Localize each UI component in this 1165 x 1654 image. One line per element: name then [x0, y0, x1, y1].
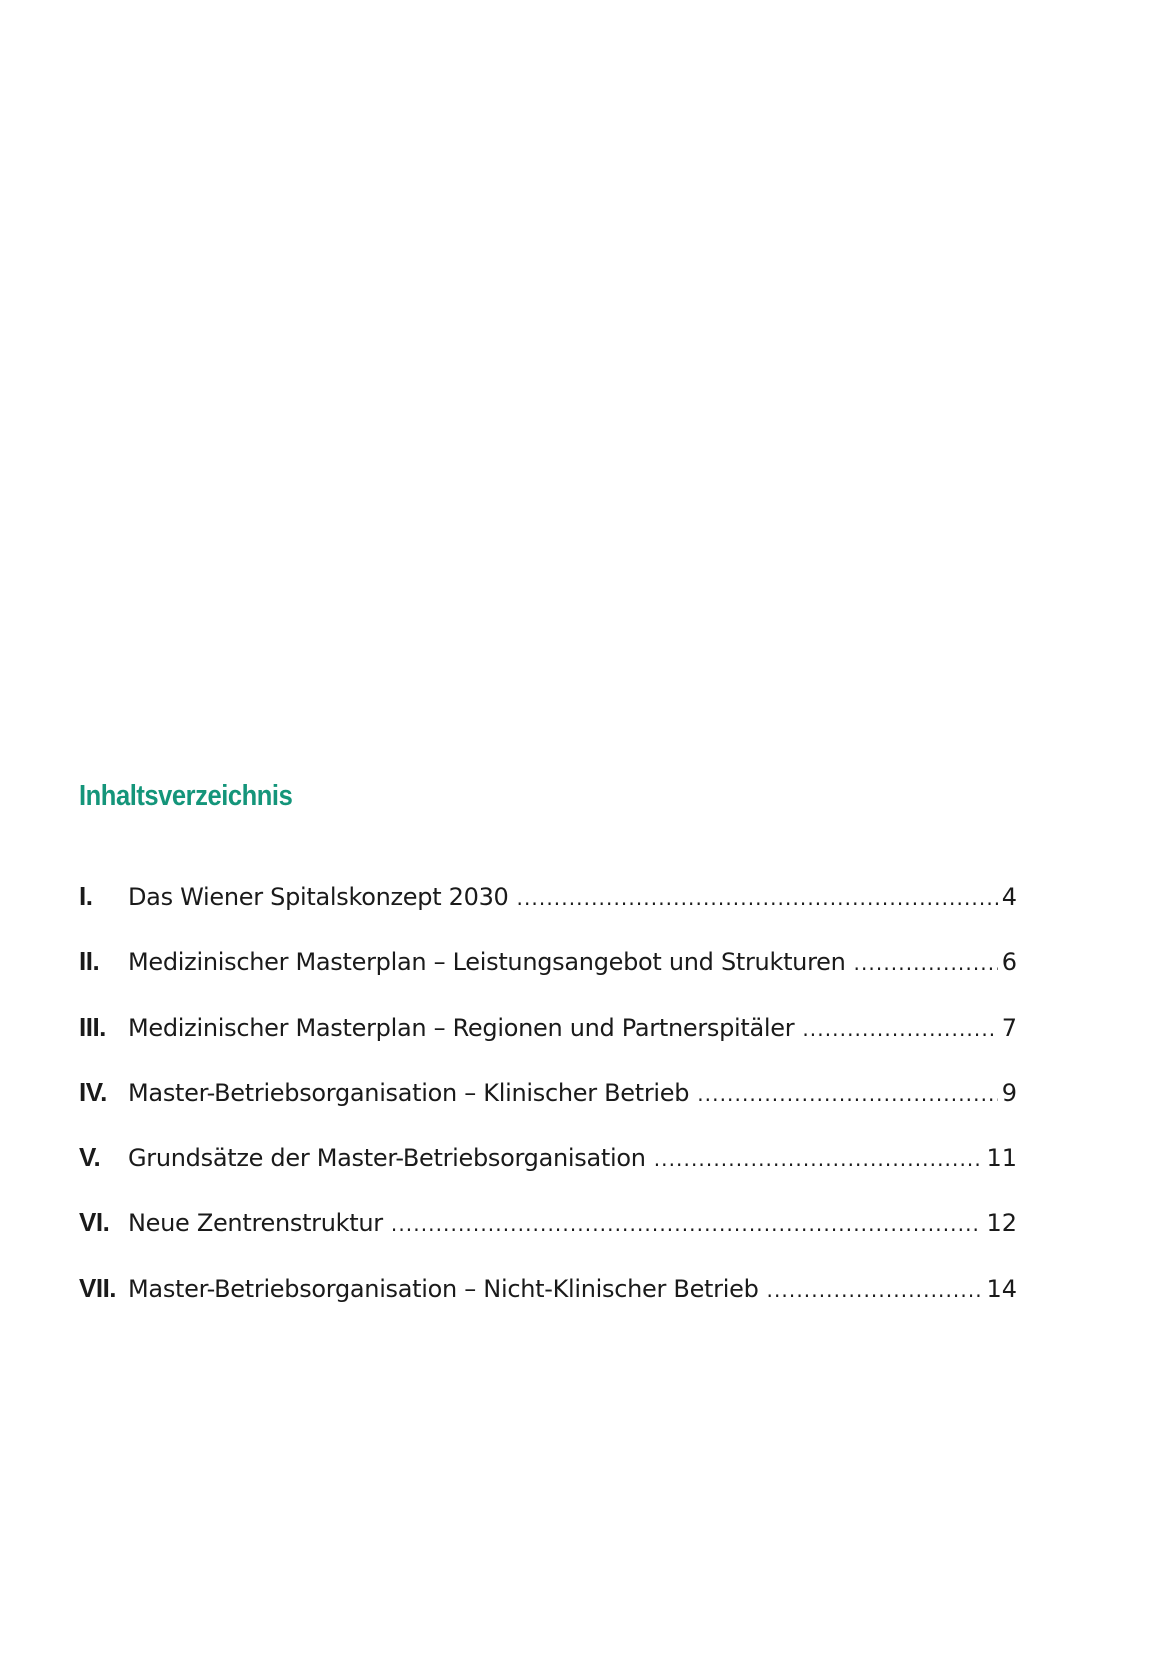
toc-entry-title[interactable]: Master-Betriebsorganisation – Klinischer Betrieb	[128, 1078, 690, 1107]
toc-entry-title[interactable]: Master-Betriebsorganisation – Nicht-Klinischer Betrieb	[128, 1274, 759, 1303]
toc-entry-number: V.	[79, 1142, 101, 1173]
toc-entry-number: IV.	[79, 1076, 107, 1107]
toc-entry-page[interactable]: 11	[986, 1144, 1017, 1173]
toc-entry-title[interactable]: Medizinischer Masterplan – Regionen und Partnerspitäler	[128, 1013, 795, 1042]
toc-entry-title[interactable]: Grundsätze der Master-Betriebsorganisation	[128, 1144, 646, 1173]
toc-dot-leader	[854, 945, 998, 981]
toc-entry-title[interactable]: Neue Zentrenstruktur	[128, 1209, 383, 1238]
toc-entry-4[interactable]	[79, 1074, 1017, 1139]
toc-entry-3[interactable]	[79, 1009, 1017, 1074]
toc-entry-2[interactable]	[79, 943, 1017, 1008]
toc-entry-page[interactable]: 6	[1001, 948, 1017, 977]
toc-entry-title[interactable]: Medizinischer Masterplan – Leistungsangebot und Strukturen	[128, 948, 846, 977]
toc-entry-6[interactable]	[79, 1204, 1017, 1269]
toc-dot-leader	[767, 1272, 983, 1308]
toc-dot-leader	[697, 1076, 998, 1112]
toc-entry-number: VI.	[79, 1207, 110, 1238]
toc-entry-5[interactable]	[79, 1139, 1017, 1204]
toc-dot-leader	[517, 880, 998, 916]
toc-list	[79, 878, 1017, 1335]
toc-entry-page[interactable]: 14	[986, 1274, 1017, 1303]
toc-entry-title[interactable]: Das Wiener Spitalskonzept 2030	[128, 883, 509, 911]
toc-entry-page[interactable]: 7	[1001, 1013, 1017, 1042]
toc-entry-number: I.	[79, 881, 93, 911]
toc-entry-number: II.	[79, 946, 100, 977]
toc-entry-number: III.	[79, 1011, 106, 1042]
toc-entry-page[interactable]: 4	[1001, 883, 1017, 911]
toc-entry-page[interactable]: 12	[986, 1209, 1017, 1238]
toc-entry-number: VII.	[79, 1272, 117, 1303]
toc-entry-1[interactable]	[79, 878, 1017, 943]
toc-dot-leader	[802, 1011, 997, 1047]
toc-entry-page[interactable]: 9	[1001, 1078, 1017, 1107]
toc-dot-leader	[391, 1206, 983, 1242]
toc-dot-leader	[654, 1141, 983, 1177]
toc-entry-7[interactable]	[79, 1270, 1017, 1335]
toc-title: Inhaltsverzeichnis	[79, 780, 293, 812]
